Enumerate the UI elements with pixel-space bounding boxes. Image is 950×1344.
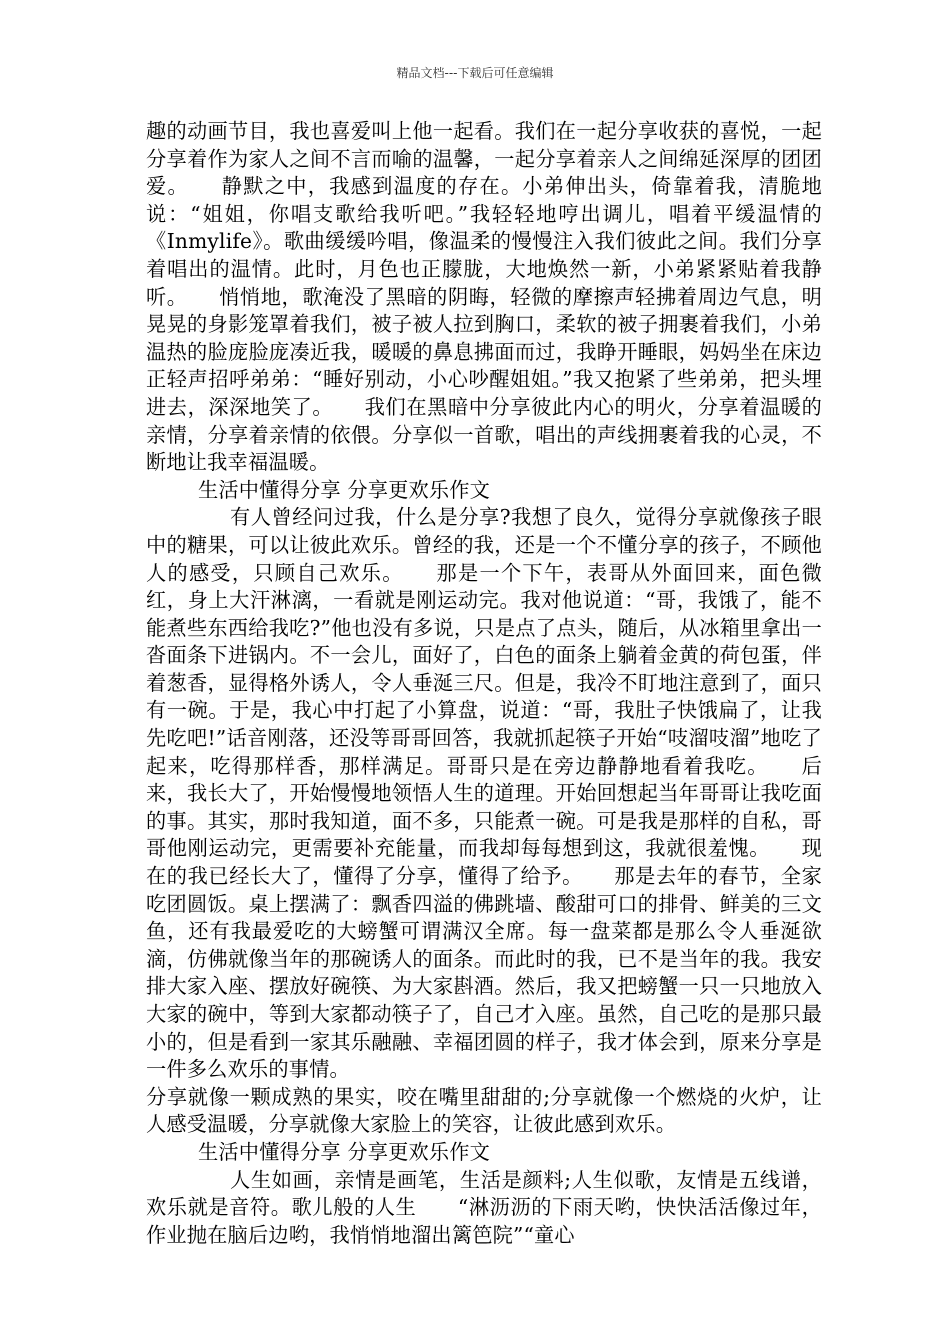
document-body [146,118,822,1249]
paragraph: 分享就像一颗成熟的果实，咬在嘴里甜甜的;分享就像一个燃烧的火炉，让人感受温暖，分享就像大家脸上的笑容，让彼此感到欢乐。 [146,1084,822,1137]
paragraph: 有人曾经问过我，什么是分享?我想了良久，觉得分享就像孩子眼中的糖果，可以让彼此欢乐。曾经的我，还是一个不懂分享的孩子，不顾他人的感受，只顾自己欢乐。 那是一个下午，表哥从外面回来，面色微红，身上大汗淋漓，一看就是刚运动完。我对他说道：“哥，我饿了，能不能煮些东西给我吃?”他也没有多说，只是点了点头，随后，从冰箱里拿出一沓面条下进锅内。不一会儿，面好了，白色的面条上躺着金黄的荷包蛋，伴着葱香，显得格外诱人，令人垂涎三尺。但是，我冷不盯地注意到了，面只有一碗。于是，我心中打起了小算盘，说道：“哥，我肚子快饿扁了，让我先吃吧!”话音刚落，还没等哥哥回答，我就抓起筷子开始“吱溜吱溜”地吃了起来，吃得那样香，那样满足。哥哥只是在旁边静静地看着我吃。 后来，我长大了，开始慢慢地领悟人生的道理。开始回想起当年哥哥让我吃面的事。其实，那时我知道，面不多，只能煮一碗。可是我是那样的自私，哥哥他刚运动完，更需要补充能量，而我却每每想到这，我就很羞愧。 现在的我已经长大了，懂得了分享，懂得了给予。 那是去年的春节，全家吃团圆饭。桌上摆满了：飘香四溢的佛跳墙、酸甜可口的排骨、鲜美的三文鱼，还有我最爱吃的大螃蟹可谓满汉全席。每一盘菜都是那么令人垂涎欲滴，仿佛就像当年的那碗诱人的面条。而此时的我，已不是当年的我。我安排大家入座、摆放好碗筷、为大家斟酒。然后，我又把螃蟹一只一只地放入大家的碗中，等到大家都动筷子了，自己才入座。虽然，自己吃的是那只最小的，但是看到一家其乐融融、幸福团圆的样子，我才体会到，原来分享是一件多么欢乐的事情。 [146,505,822,1082]
page-header: 精品文档---下载后可任意编辑 [396,66,554,80]
paragraph: 人生如画，亲情是画笔，生活是颜料;人生似歌，友情是五线谱，欢乐就是音符。歌儿般的人生 “淋沥沥的下雨天哟，快快活活像过年，作业抛在脑后边哟，我悄悄地溜出篱笆院”“童心 [146,1167,822,1247]
paragraph: 趣的动画节目，我也喜爱叫上他一起看。我们在一起分享收获的喜悦，一起分享着作为家人之间不言而喻的温馨，一起分享着亲人之间绵延深厚的团团爱。 静默之中，我感到温度的存在。小弟伸出头，倚靠着我，清脆地说：“姐姐，你唱支歌给我听吧。”我轻轻地哼出调儿，唱着平缓温情的《Inmylife》。歌曲缓缓吟唱，像温柔的慢慢注入我们彼此之间。我们分享着唱出的温情。此时，月色也正朦胧，大地焕然一新，小弟紧紧贴着我静听。 悄悄地，歌淹没了黑暗的阴晦，轻微的摩擦声轻拂着周边气息，明晃晃的身影笼罩着我们，被子被人拉到胸口，柔软的被子拥裹着我们，小弟温热的脸庞脸庞凑近我，暖暖的鼻息拂面而过，我睁开睡眼，妈妈坐在床边正轻声招呼弟弟：“睡好别动，小心吵醒姐姐。”我又抱紧了些弟弟，把头埋进去，深深地笑了。 我们在黑暗中分享彼此内心的明火，分享着温暖的亲情，分享着亲情的依偎。分享似一首歌，唱出的声线拥裹着我的心灵，不断地让我幸福温暖。 [146,119,822,475]
essay-title: 生活中懂得分享 分享更欢乐作文 [198,477,491,502]
essay-title: 生活中懂得分享 分享更欢乐作文 [198,1139,491,1164]
